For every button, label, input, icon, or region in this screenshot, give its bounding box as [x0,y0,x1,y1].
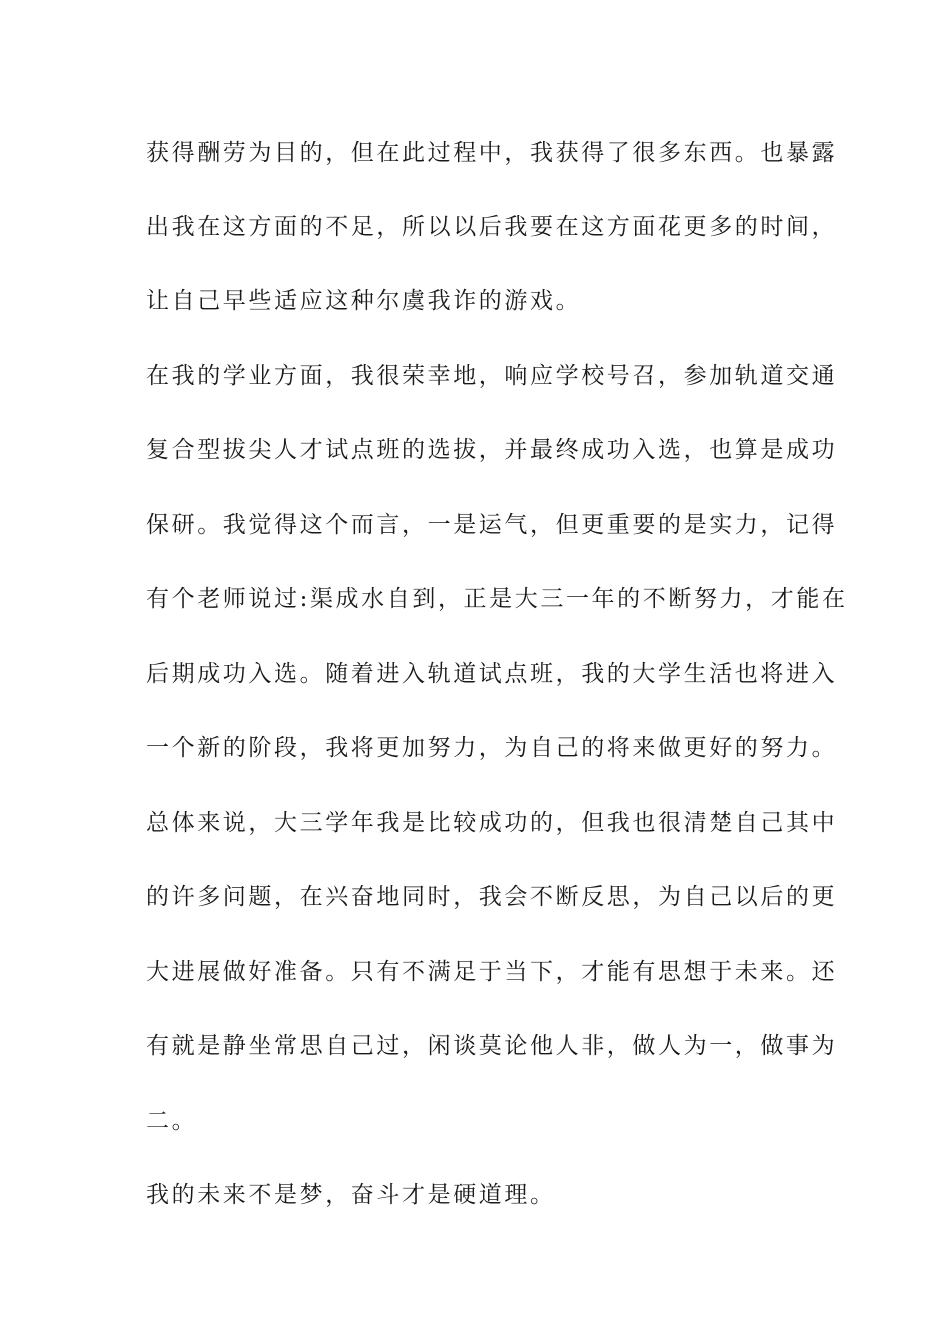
text-line: 让自己早些适应这种尔虞我诈的游戏。 [146,288,582,314]
text-line: 二。 [146,1108,198,1134]
text-line: 我的未来不是梦，奋斗才是硬道理。 [146,1182,556,1208]
text-line: 大进展做好准备。只有不满足于当下，才能有思想于未来。还 [146,959,838,985]
text-line: 一个新的阶段，我将更加努力，为自己的将来做更好的努力。 [146,735,838,761]
text-line: 获得酬劳为目的，但在此过程中，我获得了很多东西。也暴露 [146,140,838,166]
text-line: 有个老师说过:渠成水自到，正是大三一年的不断努力，才能在 [146,586,848,612]
text-line: 保研。我觉得这个而言，一是运气，但更重要的是实力，记得 [146,512,838,538]
text-line: 在我的学业方面，我很荣幸地，响应学校号召，参加轨道交通 [146,363,838,389]
text-line: 后期成功入选。随着进入轨道试点班，我的大学生活也将进入 [146,661,838,687]
text-line: 复合型拔尖人才试点班的选拔，并最终成功入选，也算是成功 [146,437,838,463]
text-line: 出我在这方面的不足，所以以后我要在这方面花更多的时间， [146,214,838,240]
text-line: 的许多问题，在兴奋地同时，我会不断反思，为自己以后的更 [146,884,838,910]
text-line: 有就是静坐常思自己过，闲谈莫论他人非，做人为一，做事为 [146,1033,838,1059]
text-line: 总体来说，大三学年我是比较成功的，但我也很清楚自己其中 [146,810,838,836]
